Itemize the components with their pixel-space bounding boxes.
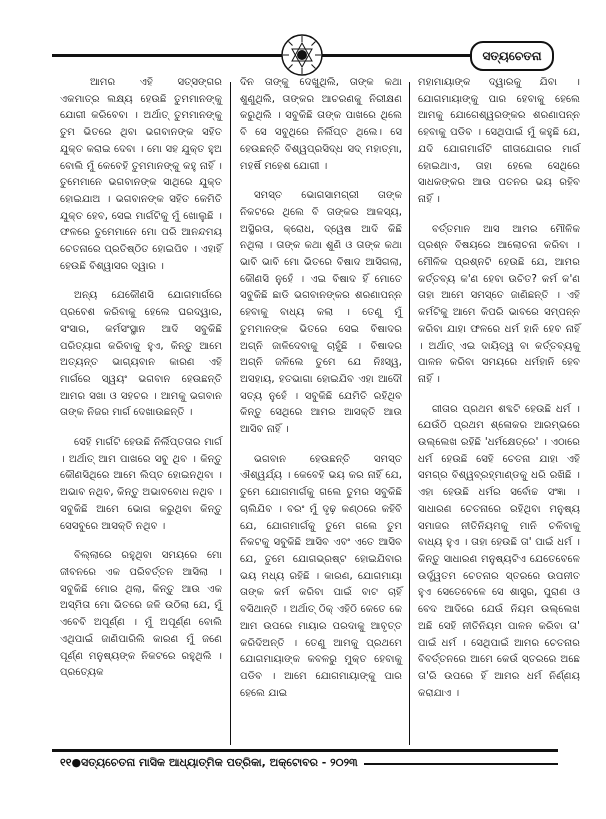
text-column-1 [60,75,222,695]
magazine-title: ସତ୍ୟଚେତନା [470,41,554,71]
text-column-2 [240,75,402,715]
paragraph: ଦିନ ତାଙ୍କୁ ଦେଖୁଥିଲି, ତାଙ୍କ କଥା ଶୁଣୁଥିଲି, ତାଙ୍କର ଆଚରଣକୁ ନିରୀକ୍ଷଣ କରୁଥିଲି । ସବୁକିଛି ତାଙ୍କ ପାଖରେ ଥିଲେ ବି ସେ ସବୁଥିରେ ନିର୍ଲିପ୍ତ ଥିଲେ। ସେ ହେଉଛନ୍ତି ବିଶ୍ୱପ୍ରସିଦ୍ଧ ସଦ୍ ମହାତ୍ମା, ମହର୍ଷି ମହେଶ ଯୋଗୀ । [240,77,402,172]
text-column-3 [418,75,580,715]
paragraph: ଭଗବାନ ହେଉଛନ୍ତି ସମସ୍ତ ଐଶ୍ୱର୍ଯ୍ୟ । କେବେହି ଭୟ କର ନାହିଁ ଯେ, ତୁମେ ଯୋଗମାର୍ଗକୁ ଗଲେ ତୁମର ସବୁକିଛି ଚାଲିଯିବ । ବରଂ ମୁଁ ଦୃଢ଼ କଣ୍ଠରେ କହିବି ଯେ, ଯୋଗମାର୍ଗକୁ ତୁମେ ଗଲେ ତୁମ ନିକଟକୁ ସବୁକିଛି ଆସିବ ଏବଂ ଏତେ ଆସିବ ଯେ, ତୁମେ ଯୋଗଭ୍ରଷ୍ଟ ହୋଇଯିବାର ଭୟ ମଧ୍ୟ ରହିଛି । କାରଣ, ଯୋଗମାୟା ତାଙ୍କ କର୍ମ କରିବା ପାଇଁ ବାଟ ଚାହିଁ ବସିଥାନ୍ତି । ଅର୍ଥାତ୍ ଠିକ୍ ଏହିଠି କେତେ କେ ଆମ ଉପରେ ମାୟାର ପରଦାକୁ ଆବୃତ୍ତ କରିଦିଅନ୍ତି । ତେଣୁ ଆମକୁ ପ୍ରଥମେ ଯୋଗମାୟାଙ୍କ କବଳରୁ ମୁକ୍ତ ହେବାକୁ ପଡିବ । ଆମେ ଯୋଗମାୟାଙ୍କୁ ପାର ହେଲେ ଯାଇ [240,453,402,699]
paragraph: ଗୀତାର ପ୍ରଥମ ଶବ୍ଦଟି ହେଉଛି ଧର୍ମ । ଯେଉଁଠି ପ୍ରଥମ ଶ୍ଳୋକର ଆରମ୍ଭରେ ଉଲ୍ଲେଖ ରହିଛି 'ଧର୍ମକ୍ଷେତ୍ରେ' । ଏଠାରେ ଧର୍ମ ହେଉଛି ସେହି ଚେତନା ଯାହା ଏହି ସମଗ୍ର ବିଶ୍ୱବ୍ରହ୍ମାଣ୍ଡକୁ ଧରି ରଖିଛି । ଏହା ହେଉଛି ଧର୍ମର ସର୍ବୋଚ୍ଚ ସଂଜ୍ଞା । ସାଧାରଣ ଚେତନାରେ ରହିଥିବା ମନୁଷ୍ୟ ସମାଜର ନୀତିନିୟମକୁ ମାନି ଚଳିବାକୁ ବାଧ୍ୟ ହୁଏ । ତାହା ହେଉଛି ତା' ପାଇଁ ଧର୍ମ । କିନ୍ତୁ ସାଧାରଣ ମନୁଷ୍ୟଟିଏ ଯେତେବେଳେ ଉର୍ଦ୍ଧ୍ୱତମ ଚେତନାର ସ୍ତରରେ ଉପନୀତ ହୁଏ ସେତେବେଳେ ସେ ଶାସ୍ତ୍ର, ପୁରାଣ ଓ ବେଦ ଆଦିରେ ଯେଉଁ ନିୟମ ଉଲ୍ଲେଖ ଅଛି ସେହି ନୀତିନିୟମ ପାଳନ କରିବା ତା' ପାଇଁ ଧର୍ମ । ସେଥିପାଇଁ ଆମର ଚେତନାର ବିବର୍ତ୍ତନରେ ଆମେ କେଉଁ ସ୍ତରରେ ଅଛେ ତା'ରି ଉପରେ ହିଁ ଆମର ଧର୍ମ ନିର୍ଣ୍ଣୟ କରାଯାଏ । [418,403,580,699]
om-star-emblem-icon [280,33,324,77]
header-rule [52,54,476,57]
footer-line [330,763,558,765]
paragraph: ଆମର ଏହି ସତ୍‌ସଙ୍ଗର ଏକମାତ୍ର ଲକ୍ଷ୍ୟ ହେଉଛି ତୁମମାନଙ୍କୁ ଯୋଗୀ କରିବେବା । ଅର୍ଥାତ୍ ତୁମମାନଙ୍କୁ ତୁମ ଭିତରେ ଥିବା ଭଗବାନଙ୍କ ସହିତ ଯୁକ୍ତ କରାଇ ଦେବା । ମୋ ସହ ଯୁକ୍ତ ହୁଅ ବୋଲି ମୁଁ କେବେହି ତୁମମାନଙ୍କୁ କହୁ ନାହିଁ । ତୁମେମାନେ ଭଗବାନଙ୍କ ସାଥିରେ ଯୁକ୍ତ ହୋଇଯାଅ । ଭଗବାନଙ୍କ ସହିତ କେମିତି ଯୁକ୍ତ ହେବ, ସେଇ ମାର୍ଗଟିକୁ ମୁଁ ଖୋଲୁଛି । ଫଳରେ ତୁମେମାନେ ମୋ ପରି ଆନନ୍ଦମୟ ଚେତନାରେ ପ୍ରତିଷ୍ଠିତ ହୋଇପିବ । ଏହାହିଁ ହେଉଛି ବିଶ୍ୱାସର ଦ୍ୱାର । [60,77,222,272]
paragraph: ଅନ୍ୟ ଯେକୌଣସି ଯୋଗମାର୍ଗରେ ପ୍ରବେଶ କରିବାକୁ ହେଲେ ଘରଦ୍ୱାର, ସଂସାର, କର୍ମସଂସ୍ଥାନ ଆଦି ସବୁକିଛି ପରିତ୍ୟାଗ କରିବାକୁ ହୁଏ, କିନ୍ତୁ ଆମେ ଅତ୍ୟନ୍ତ ଭାଗ୍ୟବାନ କାରଣ ଏହି ମାର୍ଗରେ ସ୍ୱୟଂ ଭଗବାନ ହେଉଛନ୍ତି ଆମର ସଖା ଓ ସହଚର । ଆମକୁ ଭଗବାନ ତାଙ୍କ ନିଜର ମାର୍ଗ ଦେଖାଉଛନ୍ତି । [60,290,222,419]
footer-page-info: ୧୧●ସତ୍ୟଚେତନା ମାସିକ ଆଧ୍ୟାତ୍ମିକ ପତ୍ରିକା, ଅକ୍ଟୋବର - ୨୦୨୩ [60,752,364,774]
paragraph: ମହାମାୟାଙ୍କ ଦ୍ୱାରକୁ ଯିବା । ଯୋଗମାୟାଙ୍କୁ ପାର ହେବାକୁ ହେଲେ ଆମକୁ ଯୋଗେଶ୍ୱରଙ୍କର ଶରଣାପନ୍ନ ହେବାକୁ ପଡିବ । ସେଥିପାଇଁ ମୁଁ କହୁଛି ଯେ, ଯଦି ଯୋଗମାର୍ଗଟି ଗୀତାଯୋଗର ମାର୍ଗ ହୋଇଥାଏ, ତାହା ହେଲେ ସେଥିରେ ସାଧକଙ୍କର ଆଉ ପତନର ଭୟ ରହିବ ନାହିଁ । [418,77,580,205]
column-divider-2 [409,82,410,745]
paragraph: ବିଲ୍ଲାରେ ରହୁଥିବା ସମୟରେ ମୋ ଜୀବନରେ ଏକ ପରିବର୍ତ୍ତନ ଆସିଲା । ସବୁକିଛି ମୋର ଥିଲା, କିନ୍ତୁ ଆଉ ଏକ ଅସ୍ମିତା ମୋ ଭିତରେ ଜଳି ଉଠିଲା ଯେ, ମୁଁ ଏବେବି ଅପୂର୍ଣ୍ଣ । ମୁଁ ଅପୂର୍ଣ୍ଣ ବୋଲି ଏଥିପାଇଁ ଜାଣିପାରିଲି କାରଣ ମୁଁ ଜଣେ ପୂର୍ଣ୍ଣ ମନୁଷ୍ୟଙ୍କ ନିକଟରେ ରହୁଥିଲି । ପ୍ରତ୍ୟେକ [60,550,222,679]
paragraph: ସେହି ମାର୍ଗଟି ହେଉଛି ନିର୍ଲିପ୍ତତାର ମାର୍ଗ । ଅର୍ଥାତ୍ ଆମ ପାଖରେ ସବୁ ଥିବ । କିନ୍ତୁ କୌଣସିଥିରେ ଆମେ ଲିପ୍ତ ହୋଇନଥିବା । ଅଭାବ ନଥିବ, କିନ୍ତୁ ଅଭାବବୋଧ ନଥିବ । ସବୁକିଛି ଆମେ ଭୋଗ କରୁଥିବା କିନ୍ତୁ ସେସବୁରେ ଆସକ୍ତି ନଥିବ । [60,437,222,532]
paragraph: ସମସ୍ତ ଭୋଗସାମଗ୍ରୀ ତାଙ୍କ ନିକଟରେ ଥିଲେ ବି ତାଙ୍କର ଆଳସ୍ୟ, ଅସ୍ଥିରତା, କ୍ରୋଧ, ଦ୍ୱେଷ ଆଦି କିଛି ନଥିଲା । ତାଙ୍କ କଥା ଶୁଣି ଓ ତାଙ୍କ କଥା ଭାବି ଭାବି ମୋ ଭିତରେ ବିଷାଦ ଆସିଗଲା, କୌଣସି ନୁହେଁ । ଏଇ ବିଷାଦ ହିଁ ମୋତେ ସବୁକିଛି ଛାଡି ଭଗବାନଙ୍କର ଶରଣାପନ୍ନ ହେବାକୁ ବାଧ୍ୟ କଲା । ତେଣୁ ମୁଁ ତୁମମାନଙ୍କ ଭିତରେ ସେଇ ବିଷାଦର ଅଗ୍ନି ଜାଳିଦେବାକୁ ଚାହୁଁଛି । ବିଷାଦର ଅଗ୍ନି ଜଳିଲେ ତୁମେ ଯେ ନିଃସ୍ୱ, ଅସହାୟ, ହତଭାଗା ହୋଇଯିବ ଏହା ଆଦୌ ସତ୍ୟ ନୁହେଁ । ସବୁକିଛି ଯେମିତି ରହିଥିବ କିନ୍ତୁ ସେଥିରେ ଆମର ଆସକ୍ତି ଆଉ ଆସିବ ନାହିଁ । [240,190,402,436]
paragraph: ବର୍ତ୍ତମାନ ଆସ ଆମର ମୌଳିକ ପ୍ରଶ୍ନ ବିଷୟରେ ଆଲୋଚନା କରିବା । ମୌଳିକ ପ୍ରଶ୍ନଟି ହେଉଛି ଯେ, ଆମର କର୍ତ୍ତବ୍ୟ କ'ଣ ହେବା ଉଚିତ? କର୍ମ କ'ଣ ତାହା ଆମେ ସମସ୍ତେ ଜାଣିଛନ୍ତି । ଏହି କର୍ମଟିକୁ ଆମେ କିପରି ଭାବରେ ସମ୍ପନ୍ନ କରିବା ଯାହା ଫଳରେ ଧର୍ମ ହାନି ହେବ ନାହିଁ । ଅର୍ଥାତ୍ ଏଇ ଦାୟିତ୍ୱ ବା କର୍ତ୍ତବ୍ୟକୁ ପାଳନ କରିବା ସମୟରେ ଧର୍ମହାନି ହେବ ନାହିଁ । [418,223,580,385]
column-divider-1 [230,82,231,745]
